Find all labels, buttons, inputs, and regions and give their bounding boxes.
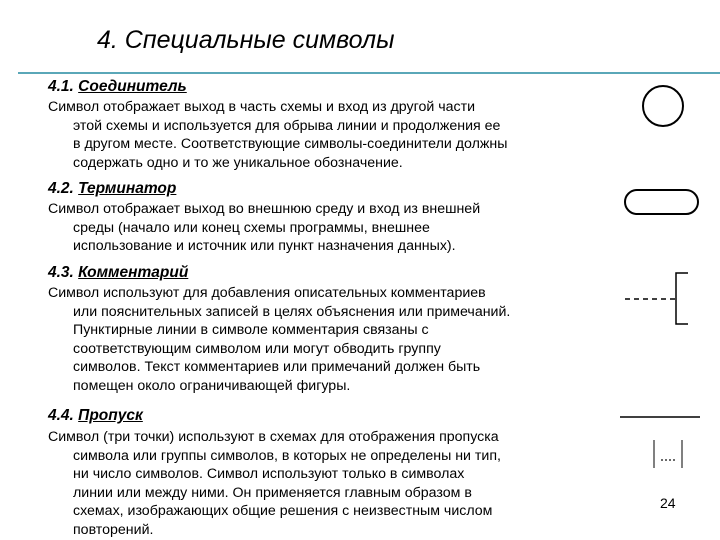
- section-number: 4.3.: [48, 264, 74, 281]
- text-line: схемах, изображающих общие решения с неизвестным числом: [73, 503, 493, 520]
- terminator-rounded-rect-icon: [622, 187, 702, 217]
- text-line: Символ (три точки) используют в схемах для отображения пропуска: [48, 429, 499, 445]
- text-line: повторений.: [73, 521, 154, 538]
- text-line: помещен около ограничивающей фигуры.: [73, 377, 351, 394]
- section-number: 4.2.: [48, 180, 74, 197]
- section-text-comment: [48, 284, 618, 396]
- page-number: 24: [660, 495, 676, 511]
- text-line: линии или между ними. Он применяется главным образом в: [73, 484, 472, 501]
- ellipsis-omission-icon: [618, 412, 704, 474]
- text-line: символов. Текст комментариев или примечаний должен быть: [73, 359, 481, 376]
- text-line: содержать одно и то же уникальное обозначение.: [73, 154, 403, 171]
- section-name: Комментарий: [78, 264, 189, 281]
- text-line: или пояснительных записей в целях объяснения или примечаний.: [73, 303, 511, 320]
- text-line: Символ отображает выход в часть схемы и вход из другой части: [48, 99, 476, 115]
- text-line: среды (начало или конец схемы программы, внешнее: [73, 219, 430, 236]
- section-name: Пропуск: [78, 407, 143, 424]
- text-line: использование и источник или пункт назначения данных).: [73, 238, 456, 255]
- text-line: ни число символов. Символ используют только в символах: [73, 466, 465, 483]
- section-heading-connector: [48, 78, 187, 96]
- text-line: символа или группы символов, в которых не определены ни тип,: [73, 447, 501, 464]
- section-name: Терминатор: [78, 180, 177, 197]
- section-number: 4.1.: [48, 78, 74, 95]
- section-text-terminator: [48, 200, 618, 256]
- text-line: Символ отображает выход во внешнюю среду и вход из внешней: [48, 201, 481, 217]
- text-line: Символ используют для добавления описательных комментариев: [48, 285, 486, 301]
- section-name: Соединитель: [78, 78, 187, 95]
- section-heading-comment: [48, 264, 188, 282]
- title-underline: [18, 72, 720, 74]
- section-number: 4.4.: [48, 407, 74, 424]
- section-text-omission: [48, 428, 618, 540]
- comment-bracket-icon: [620, 270, 690, 328]
- text-line: соответствующим символом или могут обводить группу: [73, 340, 441, 357]
- slide-title: 4. Специальные символы: [97, 26, 395, 54]
- text-line: в другом месте. Соответствующие символы-соединители должны: [73, 136, 508, 153]
- section-heading-terminator: [48, 180, 176, 198]
- text-line: Пунктирные линии в символе комментария связаны с: [73, 322, 429, 339]
- section-heading-omission: [48, 407, 143, 425]
- text-line: этой схемы и используется для обрыва линии и продолжения ее: [73, 117, 501, 134]
- section-text-connector: [48, 98, 618, 172]
- connector-circle-icon: [640, 83, 686, 129]
